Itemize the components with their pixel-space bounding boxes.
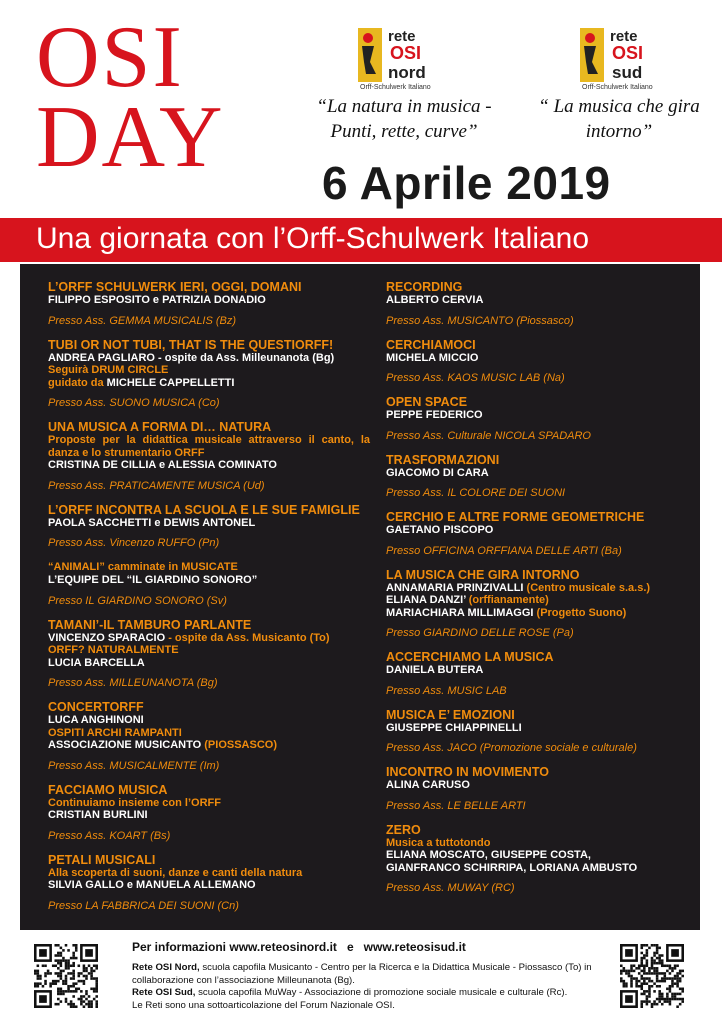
- event-person: PAOLA SACCHETTI e DEWIS ANTONEL: [48, 516, 256, 529]
- event-title: RECORDING: [386, 280, 463, 294]
- event-person: GIACOMO DI CARA: [386, 466, 489, 479]
- event-venue: Presso Ass. MUSICANTO (Piossasco): [386, 314, 574, 327]
- program-event: [386, 510, 686, 558]
- event-venue: Presso LA FABBRICA DEI SUONI (Cn): [48, 899, 239, 912]
- program-event: [48, 853, 370, 913]
- title-line-day: DAY: [36, 89, 225, 186]
- info-label: Per informazioni: [132, 940, 227, 954]
- logo-rete-osi-sud: [578, 24, 668, 94]
- event-title: L’ORFF INCONTRA LA SCUOLA E LE SUE FAMIGLIE: [48, 502, 360, 517]
- logo-rete-osi-nord: [356, 24, 446, 94]
- event-venue: Presso Ass. Culturale NICOLA SPADARO: [386, 429, 591, 442]
- event-person: MICHELE CAPPELLETTI: [106, 376, 235, 389]
- event-title: UNA MUSICA A FORMA DI… NATURA: [48, 420, 272, 434]
- event-person: ANDREA PAGLIARO - ospite da Ass. Milleunanota (Bg): [48, 351, 335, 364]
- footer-description: [132, 962, 596, 1012]
- event-venue: Presso Ass. JACO (Promozione sociale e culturale): [386, 742, 637, 754]
- event-venue: Presso Ass. SUONO MUSICA (Co): [48, 397, 220, 409]
- event-person: L’EQUIPE DEL “IL GIARDINO SONORO”: [48, 574, 258, 586]
- event-note: Seguirà DRUM CIRCLE: [48, 364, 169, 376]
- event-note: guidato da: [48, 376, 107, 389]
- event-note: ORFF? NATURALMENTE: [48, 644, 179, 656]
- event-title: MUSICA E’ EMOZIONI: [386, 707, 515, 722]
- event-line: [386, 779, 686, 792]
- event-line: [386, 862, 686, 875]
- event-title: PETALI MUSICALI: [48, 852, 156, 867]
- quote-nord: [308, 94, 500, 144]
- event-venue: Presso OFFICINA ORFFIANA DELLE ARTI (Ba): [386, 544, 622, 557]
- event-line: [386, 582, 686, 595]
- program-column-right: [386, 280, 686, 905]
- title-line-osi: OSI: [36, 9, 184, 106]
- event-person: DANIELA BUTERA: [386, 664, 484, 676]
- event-line: [48, 657, 370, 670]
- event-date: 6 Aprile 2019: [322, 157, 611, 209]
- program-event: [386, 338, 686, 386]
- link-reteosisud[interactable]: www.reteosisud.it: [363, 940, 466, 954]
- event-title: CERCHIAMOCI: [386, 337, 476, 352]
- event-note: (PIOSSASCO): [204, 739, 277, 751]
- event-venue: Presso Ass. MUSIC LAB: [386, 684, 507, 697]
- event-title: CERCHIO E ALTRE FORME GEOMETRICHE: [386, 510, 645, 524]
- event-person: CRISTINA DE CILLIA e ALESSIA COMINATO: [48, 459, 277, 471]
- event-venue: Presso Ass. MUWAY (RC): [386, 882, 515, 894]
- svg-text:rete: rete: [610, 28, 638, 45]
- svg-text:sud: sud: [612, 63, 643, 82]
- subtitle-text: Una giornata con l’Orff-Schulwerk Italiano: [36, 222, 590, 255]
- event-title: TAMANI’-IL TAMBURO PARLANTE: [48, 617, 252, 632]
- rete-osi-nord-logo-icon: [356, 24, 442, 86]
- event-venue: Presso Ass. KAOS MUSIC LAB (Na): [386, 372, 565, 384]
- program-event: [48, 503, 370, 551]
- svg-text:nord: nord: [388, 63, 426, 82]
- program-event: [386, 453, 686, 501]
- event-line: [386, 594, 686, 607]
- quote-sud-line: intorno”: [585, 121, 653, 142]
- event-line: [48, 364, 370, 377]
- nord-text: scuola capofila Musicanto - Centro per la Ricerca e la Didattica Musicale - Piossasco (To) in collaborazione con l’associazione Milleunanota (Bg).: [132, 962, 592, 986]
- event-line: [48, 644, 370, 657]
- event-venue: Presso Ass. PRATICAMENTE MUSICA (Ud): [48, 479, 265, 492]
- program-event: [386, 280, 686, 328]
- event-line: [48, 797, 370, 810]
- event-note: Continuiamo insieme con l’ORFF: [48, 796, 221, 809]
- event-person: MARIACHIARA MILLIMAGGI: [386, 606, 537, 619]
- program-event: [386, 765, 686, 813]
- event-line: [48, 879, 370, 892]
- event-line: [48, 377, 370, 390]
- event-person: CRISTIAN BURLINI: [48, 809, 148, 821]
- sud-description: [132, 987, 596, 1000]
- event-line: [386, 722, 686, 735]
- event-note: (Centro musicale s.a.s.): [526, 581, 651, 594]
- event-person: GAETANO PISCOPO: [386, 524, 494, 536]
- event-person: ELIANA MOSCATO, GIUSEPPE COSTA,: [386, 849, 591, 861]
- quote-sud: [534, 94, 704, 144]
- event-venue: Presso Ass. Vincenzo RUFFO (Pn): [48, 537, 220, 549]
- event-line: [386, 352, 686, 365]
- qr-code-sud-icon: [620, 944, 684, 1008]
- svg-text:OSI: OSI: [612, 43, 644, 63]
- rete-osi-sud-logo-icon: [578, 24, 664, 86]
- event-title: INCONTRO IN MOVIMENTO: [386, 765, 549, 779]
- program-event: [386, 650, 686, 698]
- quote-nord-line: Punti, rette, curve”: [330, 121, 478, 142]
- event-person: SILVIA GALLO e MANUELA ALLEMANO: [48, 879, 256, 891]
- event-venue: Presso Ass. MUSICALMENTE (Im): [48, 759, 220, 772]
- event-venue: Presso GIARDINO DELLE ROSE (Pa): [386, 627, 574, 639]
- event-venue: Presso IL GIARDINO SONORO (Sv): [48, 594, 227, 607]
- event-title: OPEN SPACE: [386, 395, 468, 409]
- event-venue: Presso Ass. KOART (Bs): [48, 829, 171, 842]
- event-line: [48, 867, 370, 880]
- poster-title: [36, 9, 225, 186]
- event-note: (Progetto Suono): [536, 606, 627, 619]
- event-line: [386, 524, 686, 537]
- event-person: ASSOCIAZIONE MUSICANTO: [48, 739, 205, 751]
- program-panel: [20, 264, 700, 930]
- logo-sud-tagline: Orff-Schulwerk Italiano: [582, 84, 653, 91]
- event-title: LA MUSICA CHE GIRA INTORNO: [386, 567, 580, 582]
- event-title: TUBI OR NOT TUBI, THAT IS THE QUESTIORFF!: [48, 337, 334, 352]
- event-title: “ANIMALI” camminate in MUSICATE: [48, 561, 238, 573]
- event-line: [48, 632, 370, 645]
- event-line: [48, 434, 370, 459]
- event-line: [48, 517, 370, 530]
- program-column-left: [48, 280, 370, 923]
- event-venue: Presso Ass. LE BELLE ARTI: [386, 799, 526, 812]
- event-line: [48, 294, 370, 307]
- program-event: [386, 823, 686, 896]
- event-person: FILIPPO ESPOSITO e PATRIZIA DONADIO: [48, 294, 266, 306]
- program-event: [48, 783, 370, 843]
- event-line: [386, 607, 686, 620]
- event-person: GIANFRANCO SCHIRRIPA, LORIANA AMBUSTO: [386, 861, 638, 874]
- sud-name: Rete OSI Sud,: [132, 987, 196, 998]
- nord-description: [132, 962, 596, 987]
- program-event: [48, 420, 370, 493]
- event-venue: Presso Ass. GEMMA MUSICALIS (Bz): [48, 314, 237, 327]
- event-title: L’ORFF SCHULWERK IERI, OGGI, DOMANI: [48, 280, 302, 294]
- event-person: GIUSEPPE CHIAPPINELLI: [386, 721, 522, 734]
- event-note: Musica a tuttotondo: [386, 836, 491, 849]
- program-event: [48, 700, 370, 773]
- closing-note: Le Reti sono una sottoarticolazione del Forum Nazionale OSI.: [132, 999, 395, 1011]
- event-person: VINCENZO SPARACIO: [48, 631, 166, 644]
- event-person: MICHELA MICCIO: [386, 351, 479, 364]
- event-line: [48, 574, 370, 587]
- nord-name: Rete OSI Nord,: [132, 962, 200, 973]
- event-line: [386, 849, 686, 862]
- event-line: [386, 837, 686, 850]
- event-venue: Presso Ass. MILLEUNANOTA (Bg): [48, 677, 218, 689]
- event-note: Proposte per la didattica musicale attraverso il canto, la danza e lo strumentario ORFF: [48, 434, 370, 459]
- event-line: [48, 809, 370, 822]
- program-event: [48, 560, 370, 608]
- event-line: [386, 294, 686, 307]
- event-note: Alla scoperta di suoni, danze e canti della natura: [48, 866, 303, 879]
- event-title: TRASFORMAZIONI: [386, 452, 500, 467]
- svg-text:OSI: OSI: [390, 43, 422, 63]
- logo-nord-tagline: Orff-Schulwerk Italiano: [360, 84, 431, 91]
- svg-text:rete: rete: [388, 28, 416, 45]
- event-venue: Presso Ass. IL COLORE DEI SUONI: [386, 487, 566, 499]
- info-separator: e: [346, 940, 354, 954]
- event-title: ACCERCHIAMO LA MUSICA: [386, 650, 554, 664]
- event-line: [386, 467, 686, 480]
- program-event: [386, 395, 686, 443]
- program-event: [386, 568, 686, 641]
- event-person: PEPPE FEDERICO: [386, 409, 483, 421]
- event-person: ALINA CARUSO: [386, 779, 470, 791]
- sud-text: scuola capofila MuWay - Associazione di promozione sociale musicale e culturale (Rc).: [195, 987, 568, 998]
- program-event: [48, 280, 370, 328]
- event-note: - ospite da Ass. Musicanto (To): [165, 631, 330, 644]
- event-line: [48, 739, 370, 752]
- event-person: ALBERTO CERVIA: [386, 294, 484, 306]
- event-note: OSPITI ARCHI RAMPANTI: [48, 726, 182, 739]
- program-event: [48, 618, 370, 691]
- event-person: ELIANA DANZI’: [386, 594, 469, 606]
- quote-nord-line: “La natura in musica -: [316, 96, 492, 117]
- event-line: [386, 664, 686, 677]
- info-line: [132, 940, 466, 954]
- quote-sud-line: “ La musica che gira: [538, 96, 700, 117]
- event-title: ZERO: [386, 822, 421, 837]
- event-line: [48, 714, 370, 727]
- event-person: LUCIA BARCELLA: [48, 656, 145, 669]
- event-title: FACCIAMO MUSICA: [48, 782, 168, 797]
- subtitle-banner: [0, 218, 722, 262]
- event-line: [386, 409, 686, 422]
- event-line: [48, 459, 370, 472]
- link-reteosinord[interactable]: www.reteosinord.it: [229, 940, 337, 954]
- event-note: (orffianamente): [468, 594, 549, 606]
- program-event: [386, 708, 686, 756]
- event-person: LUCA ANGHINONI: [48, 714, 144, 726]
- event-line: [48, 352, 370, 365]
- event-line: [48, 727, 370, 740]
- event-title: CONCERTORFF: [48, 700, 144, 714]
- program-event: [48, 338, 370, 411]
- qr-code-nord-icon: [34, 944, 98, 1008]
- event-person: ANNAMARIA PRINZIVALLI: [386, 581, 527, 594]
